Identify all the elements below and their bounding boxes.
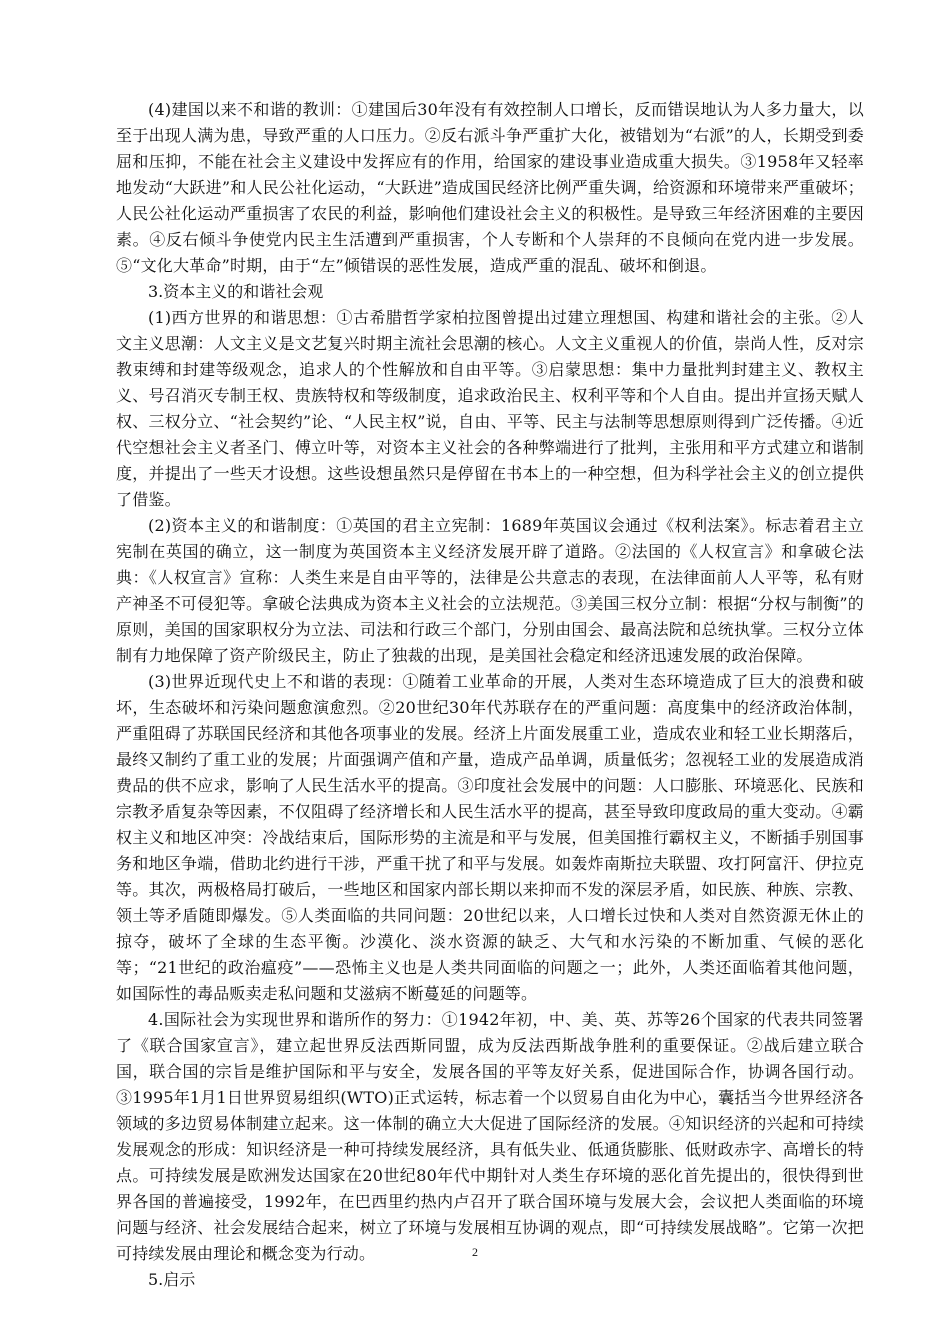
page-number: 2 [472,1245,478,1259]
paragraph-lessons: (4)建国以来不和谐的教训：①建国后30年没有有效控制人口增长，反而错误地认为人多力量大，以至于出现人满为患，导致严重的人口压力。②反右派斗争严重扩大化，被错划为“右派”的人，长期受到委屈和压抑，不能在社会主义建设中发挥应有的作用，给国家的建设事业造成重大损失。③1958年又轻率地发动“大跃进”和人民公社化运动，“大跃进”造成国民经济比例严重失调，给资源和环境带来严重破坏；人民公社化运动严重损害了农民的利益，影响他们建设社会主义的积极性。是导致三年经济困难的主要因素。④反右倾斗争使党内民主生活遭到严重损害，个人专断和个人崇拜的不良倾向在党内进一步发展。⑤“文化大革命”时期，由于“左”倾错误的恶性发展，造成严重的混乱、破坏和倒退。 [116,100,864,275]
document-body [116,97,864,1293]
paragraph-international-efforts: 4.国际社会为实现世界和谐所作的努力：①1942年初，中、美、英、苏等26个国家的代表共同签署了《联合国家宣言》，建立起世界反法西斯同盟，成为反法西斯战争胜利的重要保证。②战后建立联合国，联合国的宗旨是维护国际和平与安全，发展各国的平等友好关系，促进国际合作，协调各国行动。③1995年1月1日世界贸易组织(WTO)正式运转，标志着一个以贸易自由化为中心，囊括当今世界经济各领域的多边贸易体制建立起来。这一体制的确立大大促进了国际经济的发展。④知识经济的兴起和可持续发展观念的形成：知识经济是一种可持续发展经济，具有低失业、低通货膨胀、低财政赤字、高增长的特点。可持续发展是欧洲发达国家在20世纪80年代中期针对人类生存环境的恶化首先提出的，很快得到世界各国的普遍接受，1992年，在巴西里约热内卢召开了联合国环境与发展大会，会议把人类面临的环境问题与经济、社会发展结合起来，树立了环境与发展相互协调的观点，即“可持续发展战略”。它第一次把可持续发展由理论和概念变为行动。 [116,1010,864,1263]
paragraph-western-thought: (1)西方世界的和谐思想：①古希腊哲学家柏拉图曾提出过建立理想国、构建和谐社会的主张。②人文主义思潮：人文主义是文艺复兴时期主流社会思潮的核心。人文主义重视人的价值，崇尚人性，反对宗教束缚和封建等级观念，追求人的个性解放和自由平等。③启蒙思想：集中力量批判封建主义、教权主义、号召消灭专制王权、贵族特权和等级制度，追求政治民主、权利平等和个人自由。提出并宣扬天赋人权、三权分立、“社会契约”论、“人民主权”说，自由、平等、民主与法制等思想原则得到广泛传播。④近代空想社会主义者圣门、傅立叶等，对资本主义社会的各种弊端进行了批判，主张用和平方式建立和谐制度，并提出了一些天才设想。这些设想虽然只是停留在书本上的一种空想，但为科学社会主义的创立提供了借鉴。 [116,308,864,509]
section-heading-capitalism: 3.资本主义的和谐社会观 [148,282,324,301]
paragraph-capitalist-system: (2)资本主义的和谐制度：①英国的君主立宪制：1689年英国议会通过《权利法案》。标志着君主立宪制在英国的确立，这一制度为英国资本主义经济发展开辟了道路。②法国的《人权宣言》和拿破仑法典：《人权宣言》宣称：人类生来是自由平等的，法律是公共意志的表现，在法律面前人人平等，私有财产神圣不可侵犯等。拿破仑法典成为资本主义社会的立法规范。③美国三权分立制：根据“分权与制衡”的原则，美国的国家职权分为立法、司法和行政三个部门，分别由国会、最高法院和总统执掌。三权分立体制有力地保障了资产阶级民主，防止了独裁的出现，是美国社会稳定和经济迅速发展的政治保障。 [116,516,864,665]
paragraph-disharmony: (3)世界近现代史上不和谐的表现：①随着工业革命的开展，人类对生态环境造成了巨大的浪费和破坏，生态破坏和污染问题愈演愈烈。②20世纪30年代苏联存在的严重问题：高度集中的经济政治体制，严重阻碍了苏联国民经济和其他各项事业的发展。经济上片面发展重工业，造成农业和轻工业长期落后，最终又制约了重工业的发展；片面强调产值和产量，造成产品单调，质量低劣；忽视轻工业的发展造成消费品的供不应求，影响了人民生活水平的提高。③印度社会发展中的问题：人口膨胀、环境恶化、民族和宗教矛盾复杂等因素，不仅阻碍了经济增长和人民生活水平的提高，甚至导致印度政局的重大变动。④霸权主义和地区冲突：冷战结束后，国际形势的主流是和平与发展，但美国推行霸权主义，不断插手别国事务和地区争端，借助北约进行干涉，严重干扰了和平与发展。如轰炸南斯拉夫联盟、攻打阿富汗、伊拉克等。其次，两极格局打破后，一些地区和国家内部长期以来抑而不发的深层矛盾，如民族、种族、宗教、领土等矛盾随即爆发。⑤人类面临的共同问题：20世纪以来，人口增长过快和人类对自然资源无休止的掠夺，破坏了全球的生态平衡。沙漠化、淡水资源的缺乏、大气和水污染的不断加重、气候的恶化等；“21世纪的政治瘟疫”——恐怖主义也是人类共同面临的问题之一；此外，人类还面临着其他问题，如国际性的毒品贩卖走私问题和艾滋病不断蔓延的问题等。 [116,672,864,1003]
section-heading-enlightenment: 5.启示 [148,1270,196,1289]
